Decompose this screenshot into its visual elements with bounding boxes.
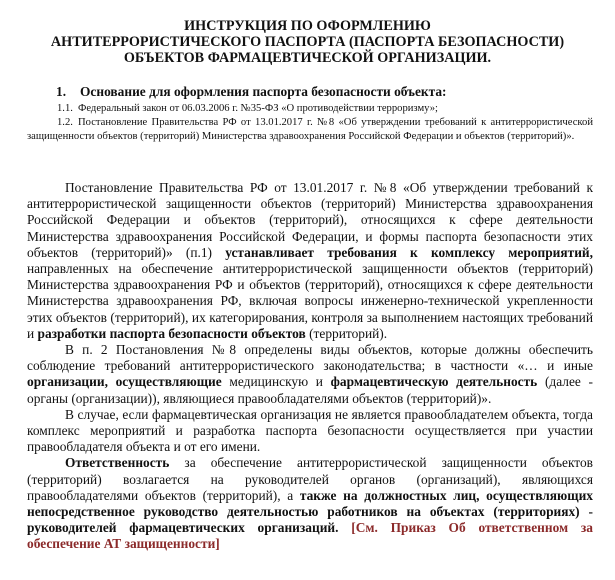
list-item-text: Постановление Правительства РФ от 13.01.2017 г. №8 «Об утверждении требований к антитеррористической защищенности объектов (территорий) Министерства здравоохранения Российской Федерации и объектов (территорий)». xyxy=(27,117,593,142)
text-run: направленных на обеспечение антитеррористической защищенности объектов (территорий) Министерства здравоохранения РФ и объектов (территорий), относящихся к сфере деятельности Министерства здравоохранения РФ, включая вопросы инженерно-технической укрепленности этих объектов (территорий), их категорирования, контроля за выполнением настоящих требований и xyxy=(27,261,593,341)
text-run: В случае, если фармацевтическая организация не является правообладателем объекта, тогда комплекс мероприятий и разработка паспорта безопасности осуществляется при участии правообладателя объекта и от его имени. xyxy=(27,406,593,455)
text-run: за обеспечение антитеррористической защищенности объектов (территорий) возлагается на руководителей органов (организаций), являющихся правообладателями объектов (территорий), а xyxy=(27,455,593,503)
paragraph-3 xyxy=(27,407,593,456)
bold-text: разработки паспорта безопасности объектов xyxy=(37,325,306,341)
text-run: В п. 2 Постановления №8 определены виды объектов, которые должны обеспечить соблюдение требований антитеррористического законодательства; в частности «… и иные xyxy=(27,342,593,374)
list-item-number: 1.2. xyxy=(57,117,73,128)
text-run: медицинскую и xyxy=(221,374,331,390)
paragraph-2 xyxy=(27,342,593,407)
document-body xyxy=(27,180,593,553)
text-run: (территорий). xyxy=(305,325,388,341)
paragraph-1 xyxy=(27,180,593,342)
bold-text: устанавливает требования к комплексу мероприятий, xyxy=(225,244,593,260)
bold-text: Ответственность xyxy=(65,455,170,471)
bold-text: фармацевтическую деятельность xyxy=(330,374,538,390)
paragraph-4 xyxy=(27,455,593,552)
section-heading-text: Основание для оформления паспорта безопасности объекта: xyxy=(80,84,447,99)
bold-text: организации, осуществляющие xyxy=(27,374,222,390)
text-run: (далее - органы (организации)), являющиеся правообладателями объектов (территорий)». xyxy=(27,374,594,406)
title-line-2: АНТИТЕРРОРИСТИЧЕСКОГО ПАСПОРТА (ПАСПОРТА БЕЗОПАСНОСТИ) xyxy=(50,34,565,50)
list-item-1-1 xyxy=(57,102,438,115)
title-line-1: ИНСТРУКЦИЯ ПО ОФОРМЛЕНИЮ xyxy=(184,18,431,34)
text-run: Постановление Правительства РФ от 13.01.2017 г. №8 «Об утверждении требований к антитеррористической защищенности объектов (территорий) Министерства здравоохранения Российской Федерации и объектов (территорий), относящихся к сфере деятельности Министерства здравоохранения Российской Федерации, и формы паспорта безопасности этих объектов (территорий)» (п.1) xyxy=(27,180,593,260)
section-1-heading xyxy=(56,84,447,99)
bold-text: также на должностных лиц, осуществляющих непосредственное руководство деятельностью работников на объектах (территориях) - руководителей фармацевтических организаций. xyxy=(27,487,593,536)
order-reference-link[interactable]: [См. Приказ Об ответственном за обеспечение АТ защищенности] xyxy=(27,520,593,552)
section-number: 1. xyxy=(56,84,67,99)
document-title xyxy=(0,18,615,66)
list-item-number: 1.1. xyxy=(57,103,73,114)
list-item-1-2 xyxy=(27,116,593,143)
list-item-text: Федеральный закон от 06.03.2006 г. №35-ФЗ «О противодействии терроризму»; xyxy=(78,103,438,114)
title-line-3: ОБЪЕКТОВ ФАРМАЦЕВТИЧЕСКОЙ ОРГАНИЗАЦИИ. xyxy=(123,50,492,66)
